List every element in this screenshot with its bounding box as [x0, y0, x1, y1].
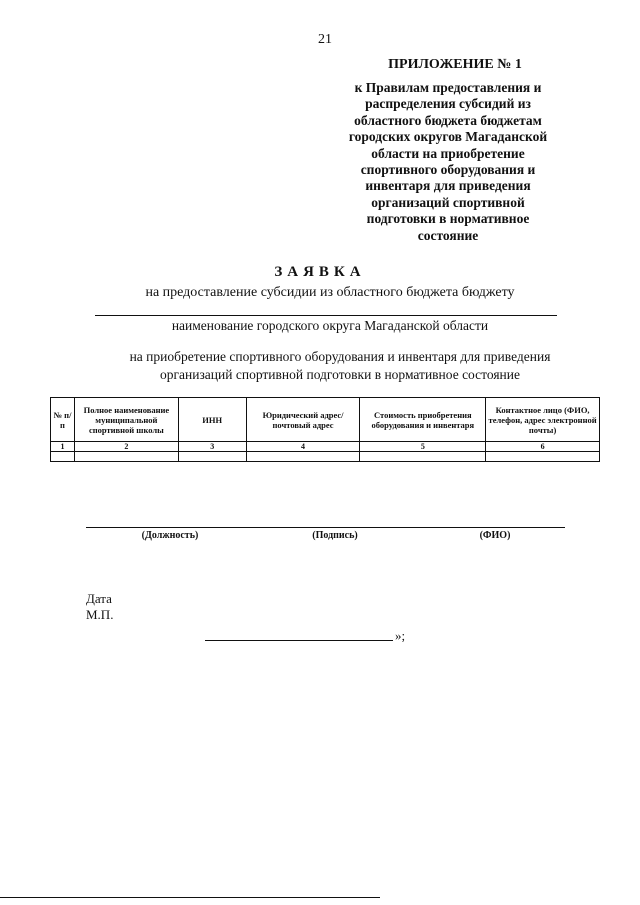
appendix-subtitle-line: подготовки в нормативное [366, 211, 530, 227]
column-header: Контактное лицо (ФИО, телефон, адрес электронной почты) [486, 398, 600, 442]
column-number: 1 [51, 442, 75, 452]
application-purpose-line: на предоставление субсидии из областного бюджета бюджету [145, 285, 515, 300]
municipality-caption: наименование городского округа Магаданской области [171, 318, 489, 333]
footer-rule [0, 897, 380, 898]
date-label: Дата [86, 591, 112, 606]
column-number-row [51, 442, 600, 452]
signature-line [254, 527, 415, 528]
date-fill-line [205, 640, 393, 641]
position-signature-line [86, 527, 254, 528]
column-header: № п/п [51, 398, 75, 442]
column-number: 5 [360, 442, 486, 452]
position-label: (Должность) [141, 530, 199, 541]
appendix-subtitle-line: спортивного оборудования и [360, 162, 536, 178]
table-cell[interactable] [486, 452, 600, 462]
table-cell[interactable] [178, 452, 246, 462]
name-signature-line [415, 527, 565, 528]
application-subject-line: на приобретение спортивного оборудования и инвентаря для приведения [129, 349, 551, 364]
appendix-subtitle-line: к Правилам предоставления и [354, 80, 542, 95]
column-number: 4 [246, 442, 360, 452]
table-row [51, 452, 600, 462]
stamp-label: М.П. [86, 607, 114, 622]
page-number: 21 [318, 32, 332, 47]
date-quote-suffix: »; [395, 628, 406, 643]
signature-label: (Подпись) [312, 530, 358, 541]
column-header: Полное наименование муниципальной спортивной школы [74, 398, 178, 442]
appendix-subtitle-line: городских округов Магаданской [348, 129, 548, 145]
column-number: 2 [74, 442, 178, 452]
application-subject-line: организаций спортивной подготовки в нормативное состояние [160, 367, 520, 382]
appendix-subtitle-line: распределения субсидий из [365, 96, 531, 112]
appendix-subtitle [322, 80, 574, 244]
application-title: ЗАЯВКА [274, 264, 366, 280]
appendix-title: ПРИЛОЖЕНИЕ № 1 [388, 57, 522, 72]
table-cell[interactable] [51, 452, 75, 462]
column-number: 3 [178, 442, 246, 452]
municipality-fill-line [95, 315, 557, 316]
column-header: Юридический адрес/ почтовый адрес [246, 398, 360, 442]
appendix-subtitle-line: инвентаря для приведения [365, 178, 531, 194]
column-header: ИНН [178, 398, 246, 442]
application-subject [80, 348, 600, 384]
appendix-subtitle-line: состояние [417, 227, 479, 243]
name-label: (ФИО) [479, 530, 511, 541]
table-cell[interactable] [74, 452, 178, 462]
column-number: 6 [486, 442, 600, 452]
application-table [50, 397, 600, 462]
column-header: Стоимость приобретения оборудования и инвентаря [360, 398, 486, 442]
table-cell[interactable] [246, 452, 360, 462]
appendix-subtitle-line: областного бюджета бюджетам [354, 112, 542, 128]
appendix-subtitle-line: организаций спортивной [371, 194, 525, 210]
appendix-subtitle-line: области на приобретение [371, 145, 525, 161]
table-header-row [51, 398, 600, 442]
table-cell[interactable] [360, 452, 486, 462]
